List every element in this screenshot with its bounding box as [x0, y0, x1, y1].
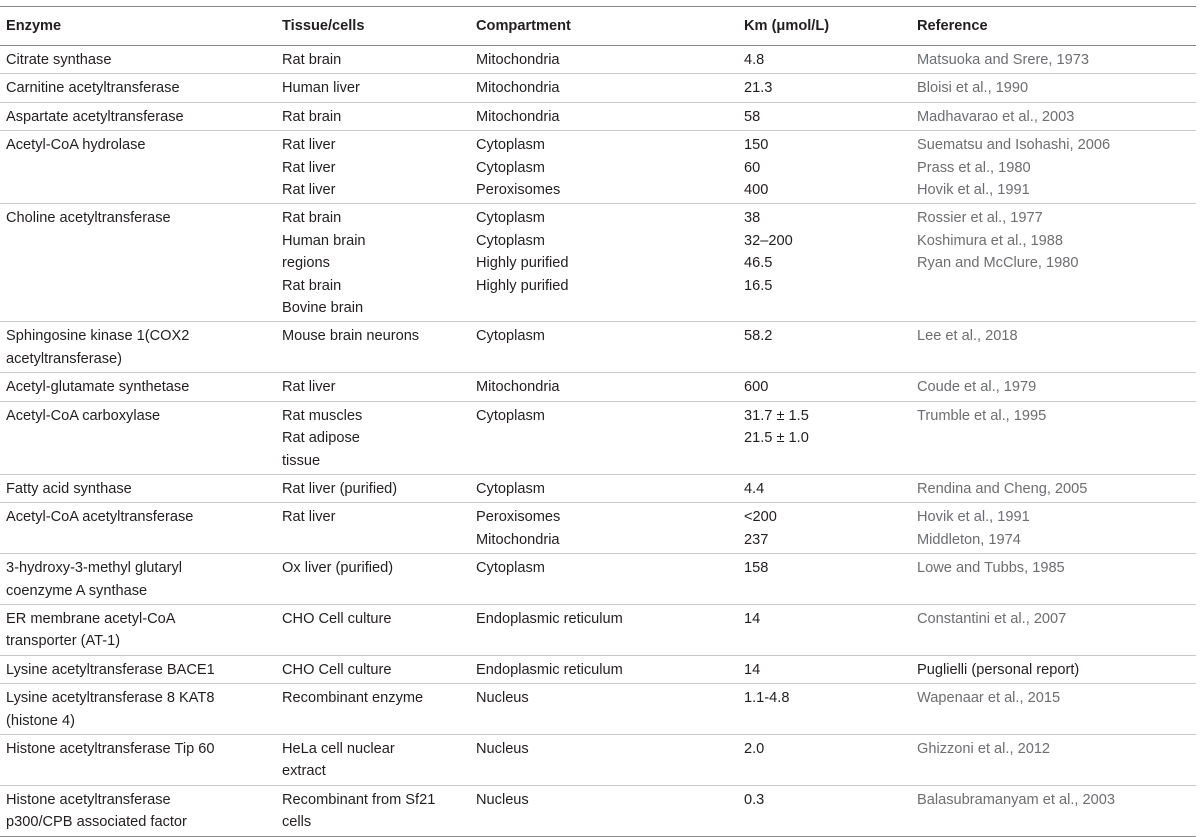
compartment-cell-line: Cytoplasm — [476, 137, 545, 154]
compartment-cell — [470, 474, 738, 502]
km-cell-line: 21.5 ± 1.0 — [744, 430, 809, 447]
enzyme-cell — [0, 785, 276, 836]
header-row — [0, 7, 1196, 46]
tissue-cell-line: Rat adipose — [282, 430, 360, 447]
table-row — [0, 655, 1196, 683]
tissue-cell-line: Human liver — [282, 80, 360, 97]
tissue-cell-line: Human brain — [282, 232, 366, 249]
km-cell-line: 16.5 — [744, 277, 773, 294]
reference-cell-line: Madhavarao et al., 2003 — [917, 108, 1075, 125]
tissue-cell-line: Bovine brain — [282, 300, 364, 317]
enzyme-cell — [0, 734, 276, 785]
tissue-cell — [276, 322, 470, 373]
km-cell — [738, 785, 911, 836]
reference-cell-line: Bloisi et al., 1990 — [917, 80, 1029, 97]
compartment-cell — [470, 322, 738, 373]
km-cell-line: 32–200 — [744, 232, 793, 249]
tissue-cell — [276, 655, 470, 683]
km-cell-line: 158 — [744, 560, 769, 577]
enzyme-cell-line: Lysine acetyltransferase BACE1 — [6, 661, 215, 678]
km-cell — [738, 131, 911, 204]
compartment-cell-line: Cytoplasm — [476, 328, 545, 345]
compartment-cell-line: Cytoplasm — [476, 232, 545, 249]
table-body — [0, 46, 1196, 837]
reference-cell — [911, 554, 1196, 605]
enzyme-cell — [0, 554, 276, 605]
reference-cell-line: Ryan and McClure, 1980 — [917, 255, 1079, 272]
enzyme-cell-line: coenzyme A synthase — [6, 582, 148, 599]
compartment-cell-line: Cytoplasm — [476, 407, 545, 424]
enzyme-cell — [0, 684, 276, 735]
header-enzyme: Enzyme — [0, 7, 276, 46]
enzyme-cell-line: 3-hydroxy-3-methyl glutaryl — [6, 560, 182, 577]
enzyme-cell — [0, 74, 276, 102]
table-row — [0, 46, 1196, 74]
km-cell — [738, 401, 911, 474]
compartment-cell — [470, 401, 738, 474]
reference-cell-line: Trumble et al., 1995 — [917, 407, 1047, 424]
reference-cell — [911, 474, 1196, 502]
reference-cell-line: Hovik et al., 1991 — [917, 182, 1030, 199]
compartment-cell-line: Cytoplasm — [476, 560, 545, 577]
table-row — [0, 131, 1196, 204]
tissue-cell-line: Rat brain — [282, 210, 342, 227]
km-cell-line: 600 — [744, 379, 769, 396]
km-cell — [738, 322, 911, 373]
enzyme-cell-line: Citrate synthase — [6, 52, 112, 68]
tissue-cell-line: Rat liver — [282, 379, 336, 396]
km-cell-line: 4.4 — [744, 480, 765, 497]
compartment-cell-line: Mitochondria — [476, 531, 560, 548]
reference-cell-line: Middleton, 1974 — [917, 531, 1021, 548]
reference-cell-line: Matsuoka and Srere, 1973 — [917, 52, 1089, 68]
reference-cell-line: Puglielli (personal report) — [917, 661, 1080, 678]
tissue-cell-line: regions — [282, 255, 330, 272]
reference-cell-line: Ghizzoni et al., 2012 — [917, 740, 1051, 757]
reference-cell — [911, 204, 1196, 322]
km-cell-line: 31.7 ± 1.5 — [744, 407, 809, 424]
km-cell-line: 2.0 — [744, 740, 765, 757]
tissue-cell-line: cells — [282, 814, 312, 831]
enzyme-km-table — [0, 6, 1196, 837]
km-cell-line: 0.3 — [744, 791, 765, 808]
enzyme-cell — [0, 503, 276, 554]
compartment-cell-line: Highly purified — [476, 255, 569, 272]
enzyme-cell-line: Sphingosine kinase 1(COX2 — [6, 328, 190, 345]
tissue-cell-line: CHO Cell culture — [282, 661, 392, 678]
enzyme-cell — [0, 322, 276, 373]
tissue-cell-line: extract — [282, 763, 326, 780]
km-cell-line: 58.2 — [744, 328, 773, 345]
km-cell-line: 150 — [744, 137, 769, 154]
enzyme-cell-line: transporter (AT-1) — [6, 633, 121, 650]
tissue-cell-line: Rat brain — [282, 108, 342, 125]
km-cell-line: 1.1-4.8 — [744, 690, 790, 707]
compartment-cell — [470, 131, 738, 204]
reference-cell-line: Wapenaar et al., 2015 — [917, 690, 1061, 707]
header-reference: Reference — [911, 7, 1196, 46]
table-row — [0, 554, 1196, 605]
compartment-cell — [470, 554, 738, 605]
reference-cell — [911, 46, 1196, 74]
enzyme-cell-line: Acetyl-CoA carboxylase — [6, 407, 161, 424]
km-cell — [738, 74, 911, 102]
tissue-cell — [276, 102, 470, 130]
compartment-cell-line: Endoplasmic reticulum — [476, 661, 623, 678]
tissue-cell-line: Recombinant enzyme — [282, 690, 424, 707]
reference-cell-line: Balasubramanyam et al., 2003 — [917, 791, 1115, 808]
compartment-cell — [470, 373, 738, 401]
reference-cell-line: Koshimura et al., 1988 — [917, 232, 1064, 249]
table-row — [0, 74, 1196, 102]
enzyme-cell-line: Acetyl-CoA acetyltransferase — [6, 509, 194, 526]
tissue-cell — [276, 474, 470, 502]
enzyme-cell — [0, 474, 276, 502]
enzyme-cell-line: acetyltransferase) — [6, 350, 122, 367]
tissue-cell-line: Recombinant from Sf21 — [282, 791, 436, 808]
tissue-cell — [276, 554, 470, 605]
compartment-cell — [470, 204, 738, 322]
enzyme-cell-line: Aspartate acetyltransferase — [6, 108, 184, 125]
reference-cell — [911, 734, 1196, 785]
reference-cell-line: Rendina and Cheng, 2005 — [917, 480, 1088, 497]
compartment-cell-line: Mitochondria — [476, 108, 560, 125]
reference-cell — [911, 373, 1196, 401]
km-cell — [738, 655, 911, 683]
km-cell-line: <200 — [744, 509, 777, 526]
tissue-cell-line: Rat liver — [282, 182, 336, 199]
reference-cell-line: Hovik et al., 1991 — [917, 509, 1030, 526]
reference-cell-line: Lowe and Tubbs, 1985 — [917, 560, 1065, 577]
enzyme-cell-line: Choline acetyltransferase — [6, 210, 171, 227]
table-row — [0, 204, 1196, 322]
tissue-cell — [276, 131, 470, 204]
compartment-cell-line: Peroxisomes — [476, 509, 561, 526]
km-cell — [738, 204, 911, 322]
km-cell-line: 46.5 — [744, 255, 773, 272]
enzyme-cell-line: Fatty acid synthase — [6, 480, 132, 497]
tissue-cell-line: Rat liver — [282, 509, 336, 526]
header-km: Km (μmol/L) — [738, 7, 911, 46]
reference-cell — [911, 604, 1196, 655]
compartment-cell — [470, 604, 738, 655]
km-cell — [738, 684, 911, 735]
compartment-cell-line: Peroxisomes — [476, 182, 561, 199]
table-row — [0, 474, 1196, 502]
reference-cell — [911, 684, 1196, 735]
compartment-cell — [470, 684, 738, 735]
compartment-cell — [470, 74, 738, 102]
km-cell — [738, 373, 911, 401]
enzyme-cell-line: p300/CPB associated factor — [6, 814, 187, 831]
tissue-cell-line: Rat liver — [282, 137, 336, 154]
enzyme-cell-line: Lysine acetyltransferase 8 KAT8 — [6, 690, 215, 707]
reference-cell — [911, 74, 1196, 102]
tissue-cell — [276, 604, 470, 655]
enzyme-cell-line: Acetyl-glutamate synthetase — [6, 379, 190, 396]
reference-cell — [911, 322, 1196, 373]
enzyme-cell-line: (histone 4) — [6, 712, 75, 729]
reference-cell — [911, 102, 1196, 130]
compartment-cell-line: Cytoplasm — [476, 210, 545, 227]
table-row — [0, 102, 1196, 130]
tissue-cell-line: Rat muscles — [282, 407, 363, 424]
km-cell-line: 58 — [744, 108, 761, 125]
compartment-cell — [470, 46, 738, 74]
km-cell-line: 237 — [744, 531, 769, 548]
tissue-cell-line: HeLa cell nuclear — [282, 740, 395, 757]
reference-cell-line: Lee et al., 2018 — [917, 328, 1018, 345]
enzyme-cell — [0, 604, 276, 655]
compartment-cell-line: Mitochondria — [476, 52, 560, 68]
tissue-cell-line: Ox liver (purified) — [282, 560, 394, 577]
km-cell-line: 60 — [744, 159, 761, 176]
table-row — [0, 684, 1196, 735]
compartment-cell — [470, 102, 738, 130]
compartment-cell-line: Cytoplasm — [476, 159, 545, 176]
reference-cell-line: Constantini et al., 2007 — [917, 610, 1067, 627]
reference-cell-line: Rossier et al., 1977 — [917, 210, 1043, 227]
tissue-cell-line: Rat liver (purified) — [282, 480, 398, 497]
compartment-cell-line: Nucleus — [476, 740, 529, 757]
km-cell-line: 14 — [744, 610, 761, 627]
tissue-cell — [276, 204, 470, 322]
enzyme-cell-line: Carnitine acetyltransferase — [6, 80, 180, 97]
table-row — [0, 322, 1196, 373]
km-cell — [738, 474, 911, 502]
compartment-cell-line: Mitochondria — [476, 80, 560, 97]
km-cell-line: 14 — [744, 661, 761, 678]
km-cell — [738, 604, 911, 655]
enzyme-cell-line: Histone acetyltransferase — [6, 791, 171, 808]
enzyme-cell — [0, 131, 276, 204]
tissue-cell-line: CHO Cell culture — [282, 610, 392, 627]
enzyme-cell — [0, 401, 276, 474]
km-cell — [738, 554, 911, 605]
enzyme-cell-line: ER membrane acetyl-CoA — [6, 610, 176, 627]
km-cell-line: 4.8 — [744, 52, 765, 68]
header-tissue: Tissue/cells — [276, 7, 470, 46]
km-cell — [738, 734, 911, 785]
enzyme-cell — [0, 373, 276, 401]
reference-cell — [911, 785, 1196, 836]
reference-cell-line: Suematsu and Isohashi, 2006 — [917, 137, 1111, 154]
table-row — [0, 373, 1196, 401]
reference-cell — [911, 131, 1196, 204]
enzyme-cell — [0, 655, 276, 683]
tissue-cell — [276, 74, 470, 102]
table-row — [0, 401, 1196, 474]
km-cell-line: 400 — [744, 182, 769, 199]
tissue-cell — [276, 401, 470, 474]
compartment-cell — [470, 734, 738, 785]
compartment-cell — [470, 655, 738, 683]
compartment-cell-line: Highly purified — [476, 277, 569, 294]
reference-cell — [911, 655, 1196, 683]
enzyme-cell — [0, 46, 276, 74]
km-cell — [738, 503, 911, 554]
tissue-cell-line: Rat brain — [282, 52, 342, 68]
tissue-cell — [276, 46, 470, 74]
km-cell — [738, 46, 911, 74]
compartment-cell-line: Mitochondria — [476, 379, 560, 396]
km-cell-line: 21.3 — [744, 80, 773, 97]
table-row — [0, 503, 1196, 554]
tissue-cell-line: Rat liver — [282, 159, 336, 176]
enzyme-cell-line: Histone acetyltransferase Tip 60 — [6, 740, 215, 757]
tissue-cell-line: Rat brain — [282, 277, 342, 294]
reference-cell-line: Prass et al., 1980 — [917, 159, 1031, 176]
compartment-cell — [470, 503, 738, 554]
table-row — [0, 604, 1196, 655]
compartment-cell-line: Endoplasmic reticulum — [476, 610, 623, 627]
tissue-cell-line: Mouse brain neurons — [282, 328, 420, 345]
tissue-cell — [276, 785, 470, 836]
km-cell — [738, 102, 911, 130]
table-row — [0, 734, 1196, 785]
km-cell-line: 38 — [744, 210, 761, 227]
table-row — [0, 785, 1196, 836]
reference-cell — [911, 401, 1196, 474]
tissue-cell-line: tissue — [282, 452, 321, 469]
enzyme-cell-line: Acetyl-CoA hydrolase — [6, 137, 146, 154]
compartment-cell-line: Nucleus — [476, 791, 529, 808]
tissue-cell — [276, 373, 470, 401]
compartment-cell — [470, 785, 738, 836]
tissue-cell — [276, 734, 470, 785]
compartment-cell-line: Nucleus — [476, 690, 529, 707]
header-compartment: Compartment — [470, 7, 738, 46]
tissue-cell — [276, 503, 470, 554]
enzyme-cell — [0, 204, 276, 322]
tissue-cell — [276, 684, 470, 735]
enzyme-cell — [0, 102, 276, 130]
compartment-cell-line: Cytoplasm — [476, 480, 545, 497]
reference-cell — [911, 503, 1196, 554]
reference-cell-line: Coude et al., 1979 — [917, 379, 1037, 396]
